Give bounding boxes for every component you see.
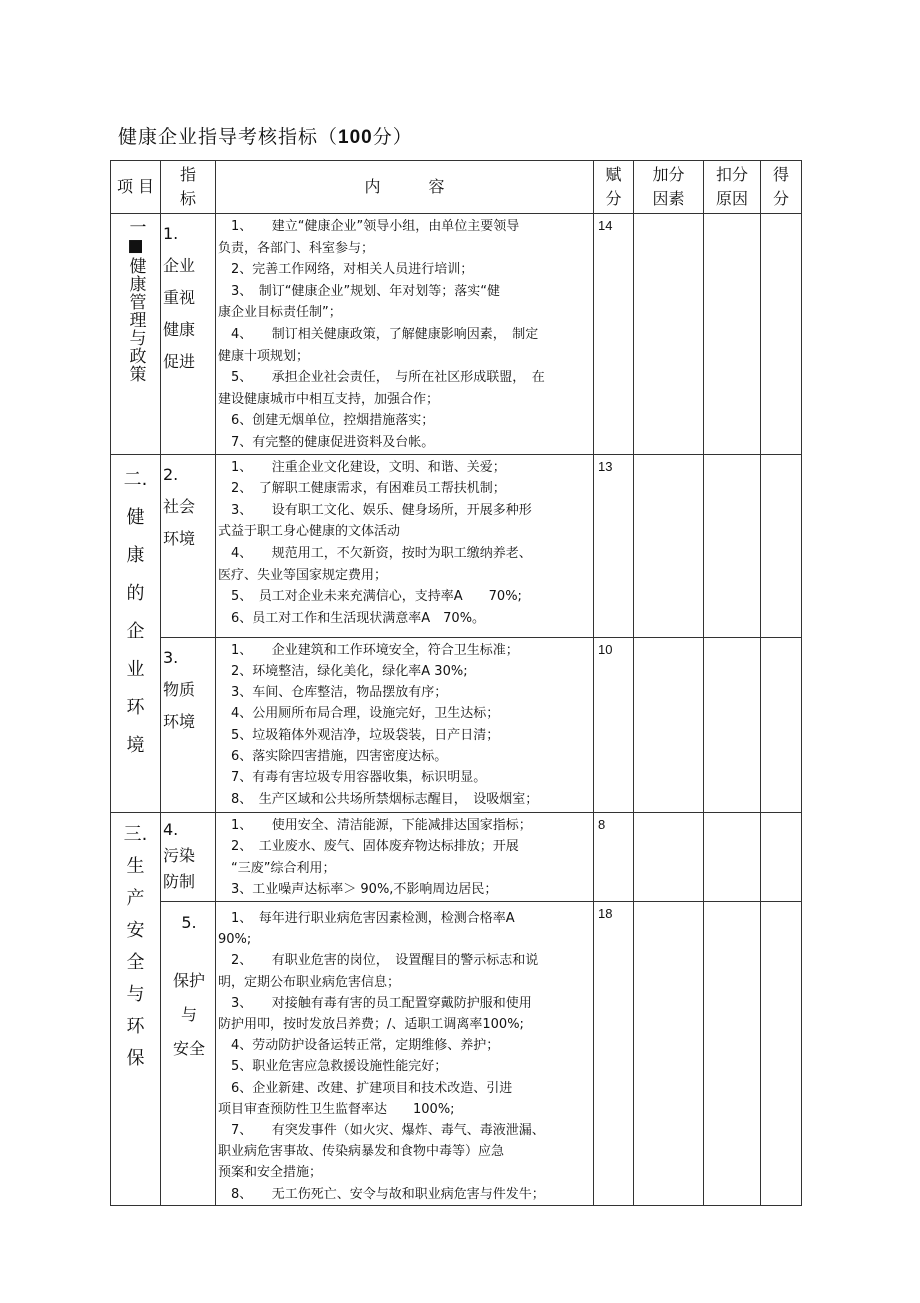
assigned-score: 13 xyxy=(594,454,634,637)
header-content: 内 容 xyxy=(216,161,594,214)
content-cell: 1、 企业建筑和工作环境安全，符合卫生标准； 2、环境整洁，绿化美化，绿化率A 30%; 3、车间、仓库整洁，物品摆放有序； 4、公用厕所布局合理，设施完好，卫生达标； 5、垃圾箱体外观洁净，垃圾袋装，日产日清； 6、落实除四害措施，四害密度达标。 7、有毒有害垃圾专用容器收集，标识明显。 8、 生产区域和公共场所禁烟标志醒目， 设吸烟室； xyxy=(216,637,594,812)
header-deduction-reasons: 扣分 原因 xyxy=(704,161,761,214)
bonus-cell xyxy=(634,214,704,455)
table-row xyxy=(111,812,802,901)
assigned-score: 10 xyxy=(594,637,634,812)
indicator-1: 1. 企业 重视 健康 促进 xyxy=(161,214,216,455)
table-row xyxy=(111,901,802,1205)
score-cell xyxy=(761,637,802,812)
score-cell xyxy=(761,454,802,637)
content-cell: 1、 建立“健康企业”领导小组，由单位主要领导 负责，各部门、科室参与； 2、完善工作网络，对相关人员进行培训； 3、 制订“健康企业”规划、年对划等；落实“健 康企业目标责任制”； 4、 制订相关健康政策，了解健康影响因素， 制定 健康十项规划； 5、 承担企业社会责任， 与所在社区形成联盟， 在 建设健康城市中相互支持，加强合作； 6、创建无烟单位，控烟措施落实； 7、有完整的健康促进资料及台帐。 xyxy=(216,214,594,455)
header-indicator: 指 标 xyxy=(161,161,216,214)
bonus-cell xyxy=(634,901,704,1205)
indicator-4: 4. 污染 防制 xyxy=(161,812,216,901)
header-score: 得 分 xyxy=(761,161,802,214)
deduction-cell xyxy=(704,214,761,455)
category-healthy-environment: 二. 健 康 的 企 业 环 境 xyxy=(111,454,161,812)
indicator-5: 5. 保护 与 安全 xyxy=(161,901,216,1205)
assigned-score: 18 xyxy=(594,901,634,1205)
header-row xyxy=(111,161,802,214)
score-cell xyxy=(761,214,802,455)
bonus-cell xyxy=(634,812,704,901)
indicator-3: 3. 物质 环境 xyxy=(161,637,216,812)
deduction-cell xyxy=(704,454,761,637)
content-cell: 1、 每年进行职业病危害因素检测，检测合格率A 90%; 2、 有职业危害的岗位， 设置醒目的警示标志和说 明，定期公布职业病危害信息； 3、 对接触有毒有害的员工配置穿戴防护服和使用 防护用叩，按时发放吕养费；/、适职工调离率100%; 4、劳动防护设备运转正常，定期维修、养护； 5、职业危害应急救援设施性能完好； 6、企业新建、改建、扩建项目和技术改造、引进 项目审查预防性卫生监督率达 100%; 7、 有突发事件（如火灾、爆炸、毒气、毒液泄漏、 职业病危害事故、传染病暴发和食物中毒等）应急 预案和安全措施； 8、 无工伤死亡、安令与故和职业病危害与件发牛； xyxy=(216,901,594,1205)
score-cell xyxy=(761,901,802,1205)
header-assigned-score: 赋 分 xyxy=(594,161,634,214)
assessment-table xyxy=(110,160,802,1206)
deduction-cell xyxy=(704,637,761,812)
indicator-2: 2. 社会 环境 xyxy=(161,454,216,637)
header-project: 项 目 xyxy=(111,161,161,214)
deduction-cell xyxy=(704,901,761,1205)
table-row xyxy=(111,454,802,637)
score-cell xyxy=(761,812,802,901)
bonus-cell xyxy=(634,637,704,812)
document-title: 健康企业指导考核指标（100分） xyxy=(118,126,413,148)
header-bonus-factors: 加分 因素 xyxy=(634,161,704,214)
assigned-score: 8 xyxy=(594,812,634,901)
table-row xyxy=(111,214,802,455)
deduction-cell xyxy=(704,812,761,901)
bonus-cell xyxy=(634,454,704,637)
category-health-management: 一■健康管理与政策 xyxy=(111,214,161,455)
category-production-safety: 三. 生 产 安 全 与 环 保 xyxy=(111,812,161,1205)
content-cell: 1、 注重企业文化建设，文明、和谐、关爱； 2、 了解职工健康需求，有困难员工帮扶机制； 3、 设有职工文化、娱乐、健身场所，开展多种形 式益于职工身心健康的文体活动 4、 规范用工，不欠新资，按时为职工缴纳养老、 医疗、失业等国家规定费用； 5、 员工对企业未来充满信心，支持率A 70%; 6、员工对工作和生活现状满意率A 70%。 xyxy=(216,454,594,637)
content-cell: 1、 使用安全、清洁能源，下能减排达国家指标； 2、 工业废水、废气、固体废弃物达标排放；开展 “三废”综合利用； 3、工业噪声达标率＞ 90%,不影响周边居民； xyxy=(216,812,594,901)
table-row xyxy=(111,637,802,812)
assigned-score: 14 xyxy=(594,214,634,455)
